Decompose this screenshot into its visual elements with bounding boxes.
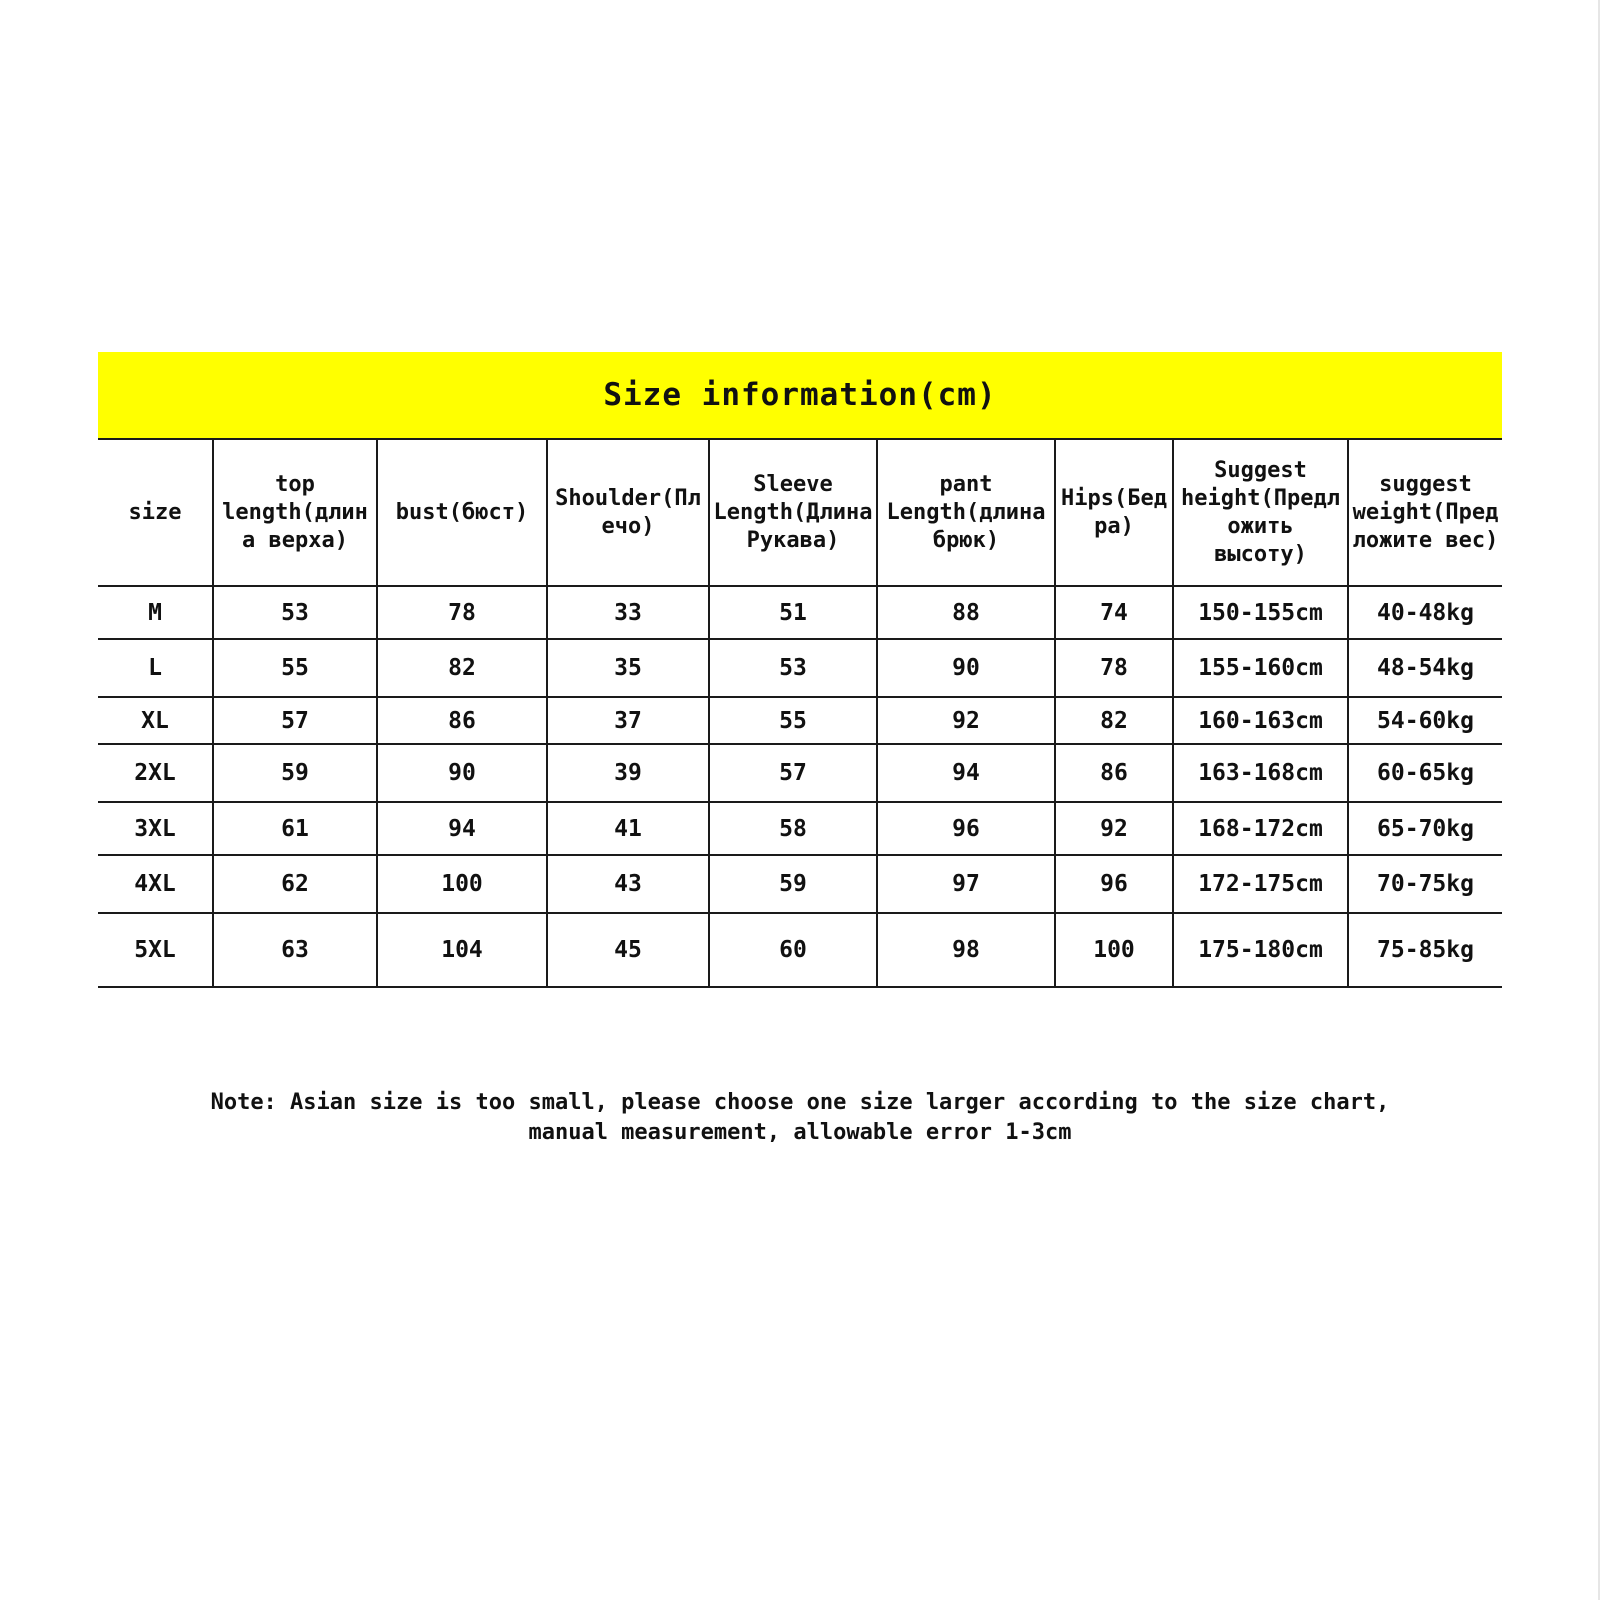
size-table xyxy=(98,438,1502,988)
top-length-cell: 61 xyxy=(213,802,377,855)
size-cell: 4XL xyxy=(98,855,213,913)
suggest-height-cell: 150-155cm xyxy=(1173,586,1348,639)
column-header-hips: Hips(Бедра) xyxy=(1055,439,1173,586)
table-row xyxy=(98,744,1502,802)
pant-length-cell: 92 xyxy=(877,697,1055,744)
suggest-weight-cell: 75-85kg xyxy=(1348,913,1502,987)
column-header-size: size xyxy=(98,439,213,586)
suggest-weight-cell: 60-65kg xyxy=(1348,744,1502,802)
sleeve-length-cell: 57 xyxy=(709,744,877,802)
suggest-weight-cell: 54-60kg xyxy=(1348,697,1502,744)
sleeve-length-cell: 53 xyxy=(709,639,877,697)
bust-cell: 104 xyxy=(377,913,547,987)
note-line-1: Note: Asian size is too small, please choose one size larger according to the size chart, xyxy=(210,1090,1390,1115)
suggest-weight-cell: 40-48kg xyxy=(1348,586,1502,639)
pant-length-cell: 96 xyxy=(877,802,1055,855)
suggest-height-cell: 155-160cm xyxy=(1173,639,1348,697)
shoulder-cell: 37 xyxy=(547,697,709,744)
pant-length-cell: 94 xyxy=(877,744,1055,802)
top-length-cell: 62 xyxy=(213,855,377,913)
table-row xyxy=(98,639,1502,697)
suggest-weight-cell: 70-75kg xyxy=(1348,855,1502,913)
table-row xyxy=(98,913,1502,987)
table-row xyxy=(98,802,1502,855)
table-row xyxy=(98,855,1502,913)
sleeve-length-cell: 55 xyxy=(709,697,877,744)
suggest-weight-cell: 65-70kg xyxy=(1348,802,1502,855)
bust-cell: 86 xyxy=(377,697,547,744)
size-cell: 2XL xyxy=(98,744,213,802)
suggest-height-cell: 160-163cm xyxy=(1173,697,1348,744)
hips-cell: 96 xyxy=(1055,855,1173,913)
sleeve-length-cell: 58 xyxy=(709,802,877,855)
size-cell: M xyxy=(98,586,213,639)
size-cell: 5XL xyxy=(98,913,213,987)
column-header-sleeve-length: Sleeve Length(Длина Рукава) xyxy=(709,439,877,586)
sleeve-length-cell: 59 xyxy=(709,855,877,913)
bust-cell: 78 xyxy=(377,586,547,639)
pant-length-cell: 90 xyxy=(877,639,1055,697)
hips-cell: 86 xyxy=(1055,744,1173,802)
column-header-top-length: top length(длина верха) xyxy=(213,439,377,586)
chart-title: Size information(cm) xyxy=(98,352,1502,438)
pant-length-cell: 88 xyxy=(877,586,1055,639)
column-header-pant-length: pant Length(длина брюк) xyxy=(877,439,1055,586)
top-length-cell: 53 xyxy=(213,586,377,639)
sleeve-length-cell: 51 xyxy=(709,586,877,639)
suggest-height-cell: 163-168cm xyxy=(1173,744,1348,802)
suggest-height-cell: 172-175cm xyxy=(1173,855,1348,913)
suggest-height-cell: 175-180cm xyxy=(1173,913,1348,987)
shoulder-cell: 35 xyxy=(547,639,709,697)
hips-cell: 92 xyxy=(1055,802,1173,855)
bust-cell: 82 xyxy=(377,639,547,697)
size-chart xyxy=(98,352,1502,988)
column-header-suggest-weight: suggest weight(Предложите вес) xyxy=(1348,439,1502,586)
shoulder-cell: 39 xyxy=(547,744,709,802)
column-header-shoulder: Shoulder(Плечо) xyxy=(547,439,709,586)
bust-cell: 94 xyxy=(377,802,547,855)
shoulder-cell: 33 xyxy=(547,586,709,639)
top-length-cell: 59 xyxy=(213,744,377,802)
header-row xyxy=(98,439,1502,586)
shoulder-cell: 43 xyxy=(547,855,709,913)
bust-cell: 90 xyxy=(377,744,547,802)
table-row xyxy=(98,586,1502,639)
top-length-cell: 57 xyxy=(213,697,377,744)
column-header-bust: bust(бюст) xyxy=(377,439,547,586)
table-row xyxy=(98,697,1502,744)
shoulder-cell: 45 xyxy=(547,913,709,987)
hips-cell: 82 xyxy=(1055,697,1173,744)
top-length-cell: 63 xyxy=(213,913,377,987)
hips-cell: 74 xyxy=(1055,586,1173,639)
hips-cell: 78 xyxy=(1055,639,1173,697)
pant-length-cell: 97 xyxy=(877,855,1055,913)
size-cell: XL xyxy=(98,697,213,744)
shoulder-cell: 41 xyxy=(547,802,709,855)
size-cell: 3XL xyxy=(98,802,213,855)
note-line-2: manual measurement, allowable error 1-3cm xyxy=(528,1120,1072,1145)
sleeve-length-cell: 60 xyxy=(709,913,877,987)
pant-length-cell: 98 xyxy=(877,913,1055,987)
hips-cell: 100 xyxy=(1055,913,1173,987)
size-cell: L xyxy=(98,639,213,697)
column-header-suggest-height: Suggest height(Предложить высоту) xyxy=(1173,439,1348,586)
suggest-weight-cell: 48-54kg xyxy=(1348,639,1502,697)
bust-cell: 100 xyxy=(377,855,547,913)
top-length-cell: 55 xyxy=(213,639,377,697)
size-note xyxy=(0,1088,1600,1148)
suggest-height-cell: 168-172cm xyxy=(1173,802,1348,855)
